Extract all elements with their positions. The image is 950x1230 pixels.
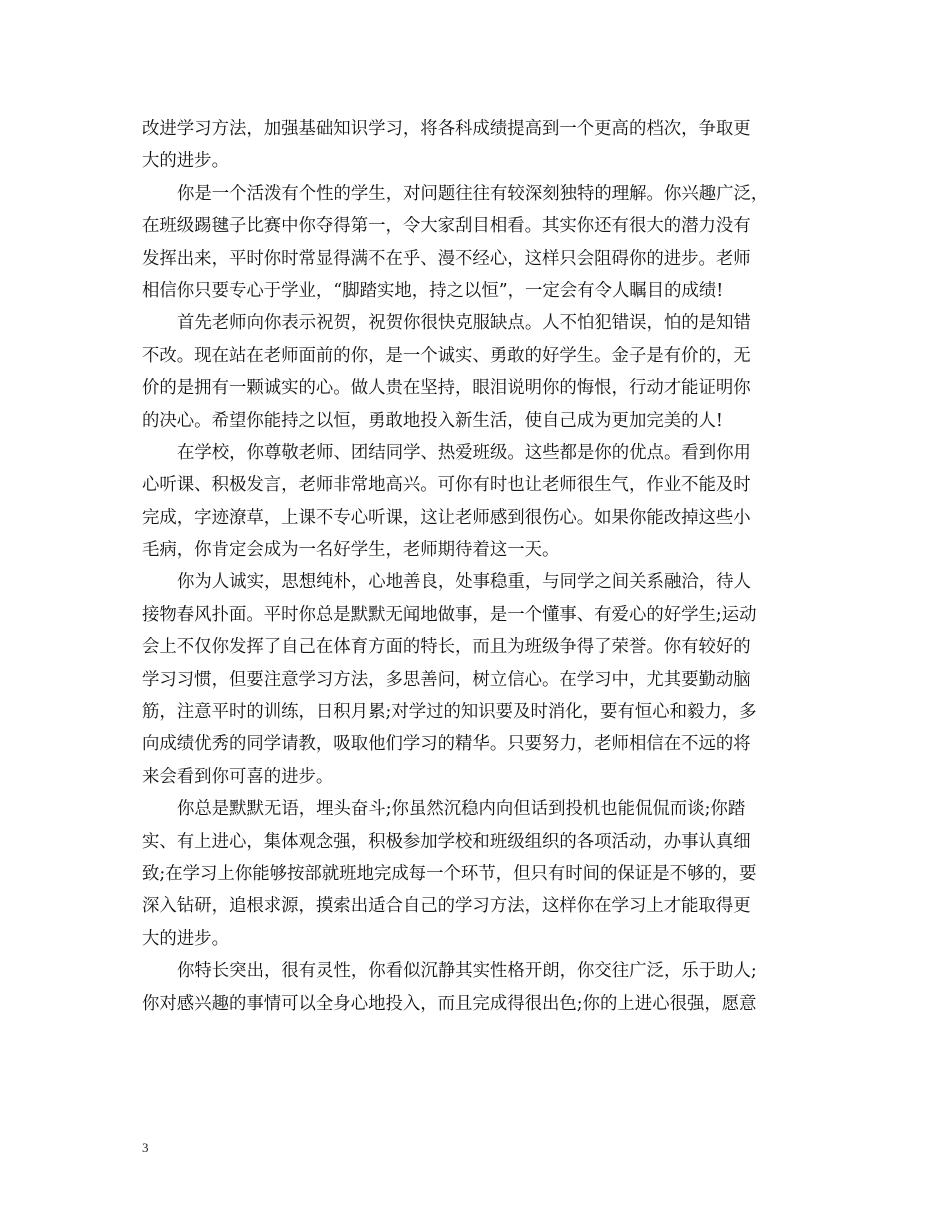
text-line: 相信你只要专心于学业，“脚踏实地，持之以恒”，一定会有令人瞩目的成绩! [142,280,724,301]
text-line: 你特长突出，很有灵性，你看似沉静其实性格开朗，你交往广泛，乐于助人; [177,961,757,982]
text-line: 心听课、积极发言，老师非常地高兴。可你有时也让老师很生气，作业不能及时 [142,475,751,496]
text-line: 深入钻研，追根求源，摸索出适合自己的学习方法，这样你在学习上才能取得更 [142,896,751,917]
text-line: 改进学习方法，加强基础知识学习，将各科成绩提高到一个更高的档次，争取更 [142,119,751,139]
paragraph [142,307,807,437]
text-line: 在学校，你尊敬老师、团结同学、热爱班级。这些都是你的优点。看到你用 [177,442,751,463]
paragraph [142,437,807,567]
text-line: 来会看到你可喜的进步。 [142,766,334,787]
text-line: 完成，字迹潦草，上课不专心听课，这让老师感到很伤心。如果你能改掉这些小 [142,507,751,528]
paragraph [142,566,807,793]
text-line: 你为人诚实，思想纯朴，心地善良，处事稳重，与同学之间关系融洽，待人 [177,572,751,593]
paragraph [142,955,807,1020]
text-line: 会上不仅你发挥了自己在体育方面的特长，而且为班级争得了荣誉。你有较好的 [142,637,751,658]
text-line: 向成绩优秀的同学请教，吸取他们学习的精华。只要努力，老师相信在不远的将 [142,734,751,755]
paragraph [142,113,807,178]
text-line: 毛病，你肯定会成为一名好学生，老师期待着这一天。 [142,540,560,561]
paragraph [142,793,807,955]
text-line: 的决心。希望你能持之以恒，勇敢地投入新生活，使自己成为更加完美的人! [142,410,723,431]
text-line: 致;在学习上你能够按部就班地完成每一个环节，但只有时间的保证是不够的，要 [142,863,757,884]
text-line: 不改。现在站在老师面前的你，是一个诚实、勇敢的好学生。金子是有价的，无 [142,345,751,366]
paragraph [142,178,807,308]
text-line: 发挥出来，平时你时常显得满不在乎、漫不经心，这样只会阻碍你的进步。老师 [142,248,751,269]
text-line: 首先老师向你表示祝贺，祝贺你很快克服缺点。人不怕犯错误，怕的是知错 [177,313,751,334]
text-line: 价的是拥有一颗诚实的心。做人贵在坚持，眼泪说明你的悔恨，行动才能证明你 [142,378,751,399]
text-line: 大的进步。 [142,928,229,949]
text-line: 学习习惯，但要注意学习方法，多思善问，树立信心。在学习中，尤其要勤动脑 [142,669,751,690]
text-line: 接物春风扑面。平时你总是默默无闻地做事，是一个懂事、有爱心的好学生;运动 [142,604,757,625]
text-line: 你总是默默无语，埋头奋斗;你虽然沉稳内向但话到投机也能侃侃而谈;你踏 [177,799,746,820]
text-line: 你对感兴趣的事情可以全身心地投入，而且完成得很出色;你的上进心很强，愿意 [142,993,757,1014]
page-number: 3 [142,1140,149,1155]
text-line: 筋，注意平时的训练，日积月累;对学过的知识要及时消化，要有恒心和毅力，多 [142,702,757,723]
text-line: 大的进步。 [142,151,229,172]
text-line: 实、有上进心，集体观念强，积极参加学校和班级组织的各项活动，办事认真细 [142,831,751,852]
document-body [142,113,807,1020]
text-line: 你是一个活泼有个性的学生，对问题往往有较深刻独特的理解。你兴趣广泛， [177,183,769,204]
text-line: 在班级踢毽子比赛中你夺得第一，令大家刮目相看。其实你还有很大的潜力没有 [142,216,751,237]
